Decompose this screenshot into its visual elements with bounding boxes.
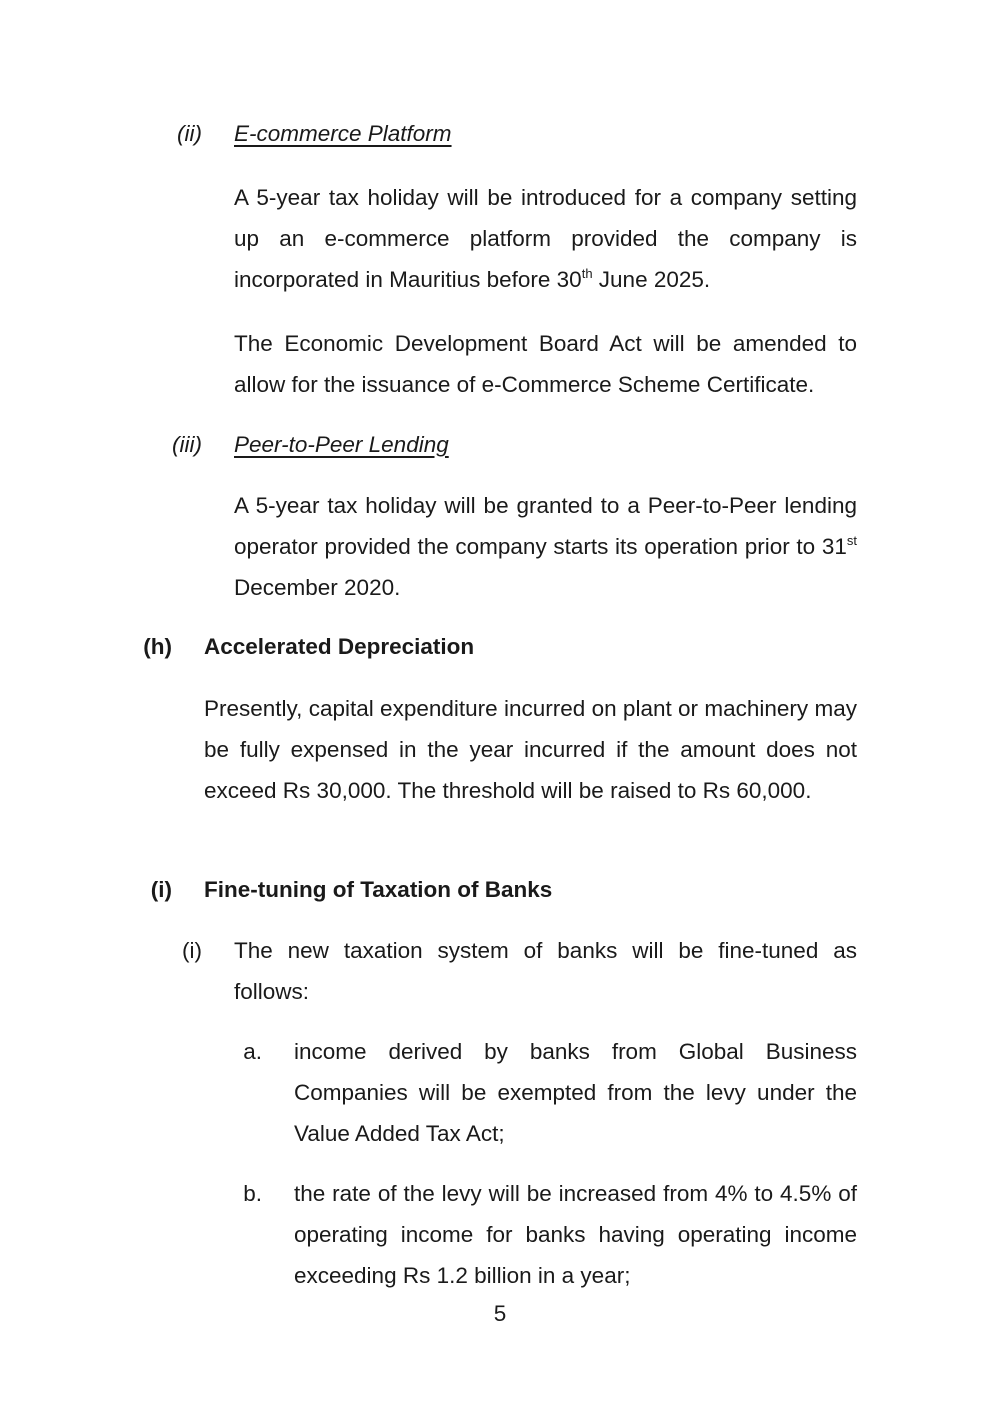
section-ii-number: (ii) bbox=[177, 121, 202, 146]
section-iii-p1-text-end: December 2020. bbox=[234, 575, 401, 600]
section-h-number: (h) bbox=[143, 634, 172, 659]
section-ii-paragraph-2: The Economic Development Board Act will be amended to allow for the issuance of e-Commerce Scheme Certificate. bbox=[234, 331, 857, 397]
list-item-b-marker: b. bbox=[243, 1181, 262, 1206]
section-ii-paragraph-1 bbox=[234, 177, 857, 300]
list-item-a-text: income derived by banks from Global Business Companies will be exempted from the levy under the Value Added Tax Act; bbox=[294, 1039, 857, 1146]
section-h-paragraph: Presently, capital expenditure incurred on plant or machinery may be fully expensed in the year incurred if the amount does not exceed Rs 30,000. The threshold will be raised to Rs 60,000. bbox=[204, 696, 857, 803]
section-iii-p1-sup: st bbox=[846, 533, 857, 548]
section-h-title: Accelerated Depreciation bbox=[204, 634, 475, 659]
section-i-sub-number: (i) bbox=[182, 938, 202, 963]
section-iii-p1-text: A 5-year tax holiday will be granted to a Peer-to-Peer lending operator provided the company starts its operation prior to 31 bbox=[234, 493, 857, 559]
section-ii-p1-text: A 5-year tax holiday will be introduced for a company setting up an e-commerce platform provided the company is incorporated in Mauritius before 30 bbox=[234, 185, 857, 292]
section-ii-p1-sup: th bbox=[581, 266, 593, 281]
section-iii-title: Peer-to-Peer Lending bbox=[234, 432, 449, 457]
section-ii-p1-text-end: June 2025. bbox=[592, 267, 711, 292]
section-i-title: Fine-tuning of Taxation of Banks bbox=[204, 877, 553, 902]
list-item-a-marker: a. bbox=[243, 1039, 262, 1064]
section-iii-paragraph-1 bbox=[234, 485, 857, 608]
page-number: 5 bbox=[493, 1301, 507, 1326]
section-iii-number: (iii) bbox=[172, 432, 202, 457]
section-i-number: (i) bbox=[150, 877, 172, 902]
section-ii-title: E-commerce Platform bbox=[234, 121, 452, 146]
list-item-b-text: the rate of the levy will be increased from 4% to 4.5% of operating income for banks having operating income exceeding Rs 1.2 billion in a year; bbox=[294, 1181, 857, 1288]
section-i-sub-paragraph: The new taxation system of banks will be fine-tuned as follows: bbox=[234, 938, 857, 1004]
